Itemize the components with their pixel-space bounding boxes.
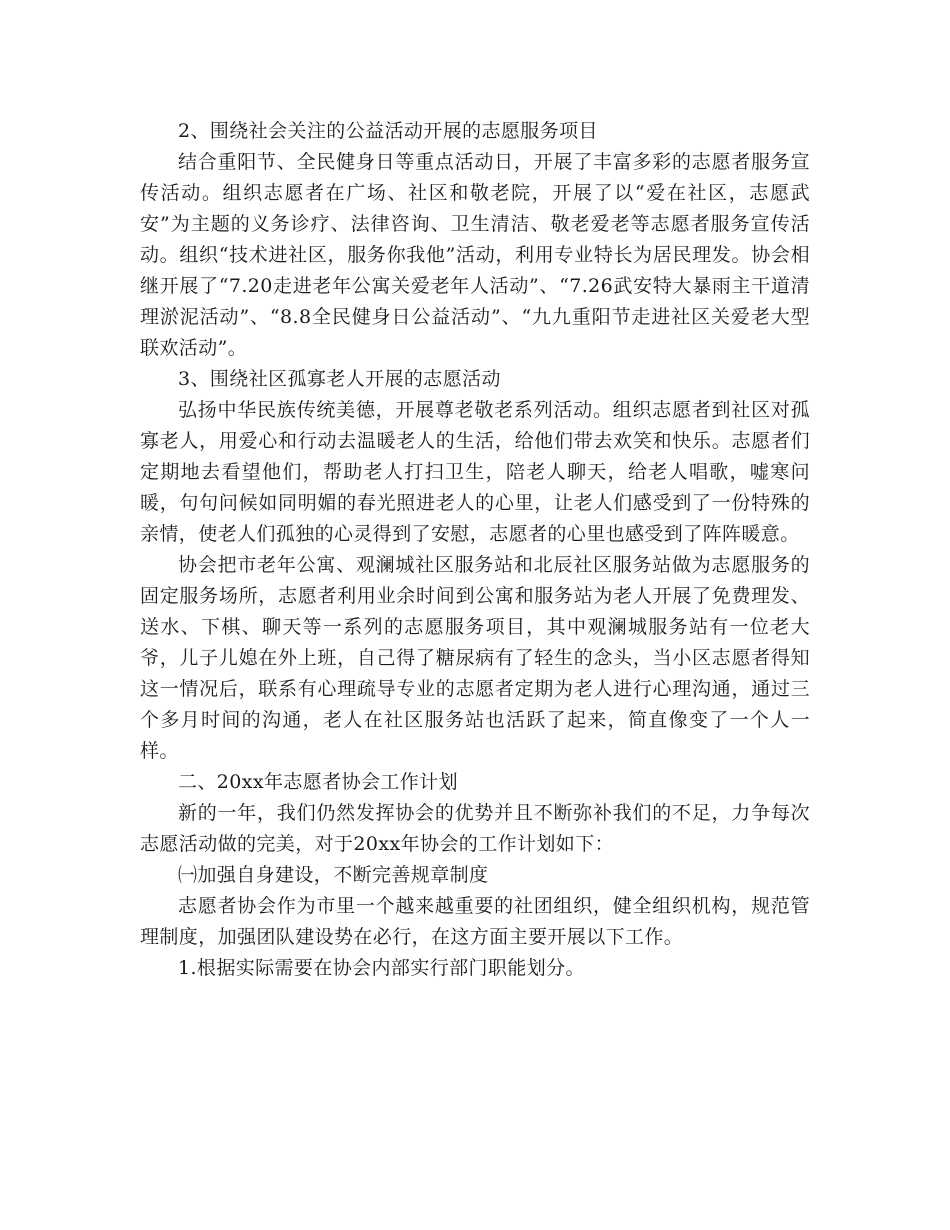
- section-heading-public-welfare: 2、围绕社会关注的公益活动开展的志愿服务项目: [178, 120, 598, 142]
- list-item-department-division: 1.根据实际需要在协会内部实行部门职能划分。: [178, 957, 585, 979]
- paragraph-self-construction: 志愿者协会作为市里一个越来越重要的社团组织，健全组织机构，规范管理制度，加强团队建设势在必行，在这方面主要开展以下工作。: [140, 895, 810, 948]
- section-heading-elderly: 3、围绕社区孤寡老人开展的志愿活动: [178, 368, 501, 390]
- paragraph-public-welfare-activities: 结合重阳节、全民健身日等重点活动日，开展了丰富多彩的志愿者服务宣传活动。组织志愿者在广场、社区和敬老院，开展了以“爱在社区，志愿武安”为主题的义务诊疗、法律咨询、卫生清洁、敬老爱老等志愿者服务宣传活动。组织“技术进社区，服务你我他”活动，利用专业特长为居民理发。协会相继开展了“7.20走进老年公寓关爱老年人活动”、“7.26武安特大暴雨主干道清理淤泥活动”、“8.8全民健身日公益活动”、“九九重阳节走进社区关爱老大型联欢活动”。: [140, 151, 810, 359]
- paragraph-service-stations: 协会把市老年公寓、观澜城社区服务站和北辰社区服务站做为志愿服务的固定服务场所，志愿者利用业余时间到公寓和服务站为老人开展了免费理发、送水、下棋、聊天等一系列的志愿服务项目，其中观澜城服务站有一位老大爷，儿子儿媳在外上班，自己得了糖尿病有了轻生的念头，当小区志愿者得知这一情况后，联系有心理疏导专业的志愿者定期为老人进行心理沟通，通过三个多月时间的沟通，老人在社区服务站也活跃了起来，简直像变了一个人一样。: [140, 554, 810, 762]
- document-body: [140, 116, 810, 984]
- paragraph-elderly-activities: 弘扬中华民族传统美德，开展尊老敬老系列活动。组织志愿者到社区对孤寡老人，用爱心和行动去温暖老人的生活，给他们带去欢笑和快乐。志愿者们定期地去看望他们，帮助老人打扫卫生，陪老人聊天，给老人唱歌，嘘寒问暖，句句问候如同明媚的春光照进老人的心里，让老人们感受到了一份特殊的亲情，使老人们孤独的心灵得到了安慰，志愿者的心里也感受到了阵阵暖意。: [140, 399, 810, 545]
- section-heading-work-plan: 二、20xx年志愿者协会工作计划: [178, 771, 459, 793]
- subheading-self-construction: ㈠加强自身建设，不断完善规章制度: [178, 864, 489, 886]
- paragraph-work-plan-intro: 新的一年，我们仍然发挥协会的优势并且不断弥补我们的不足，力争每次志愿活动做的完美，对于20xx年协会的工作计划如下：: [140, 802, 810, 855]
